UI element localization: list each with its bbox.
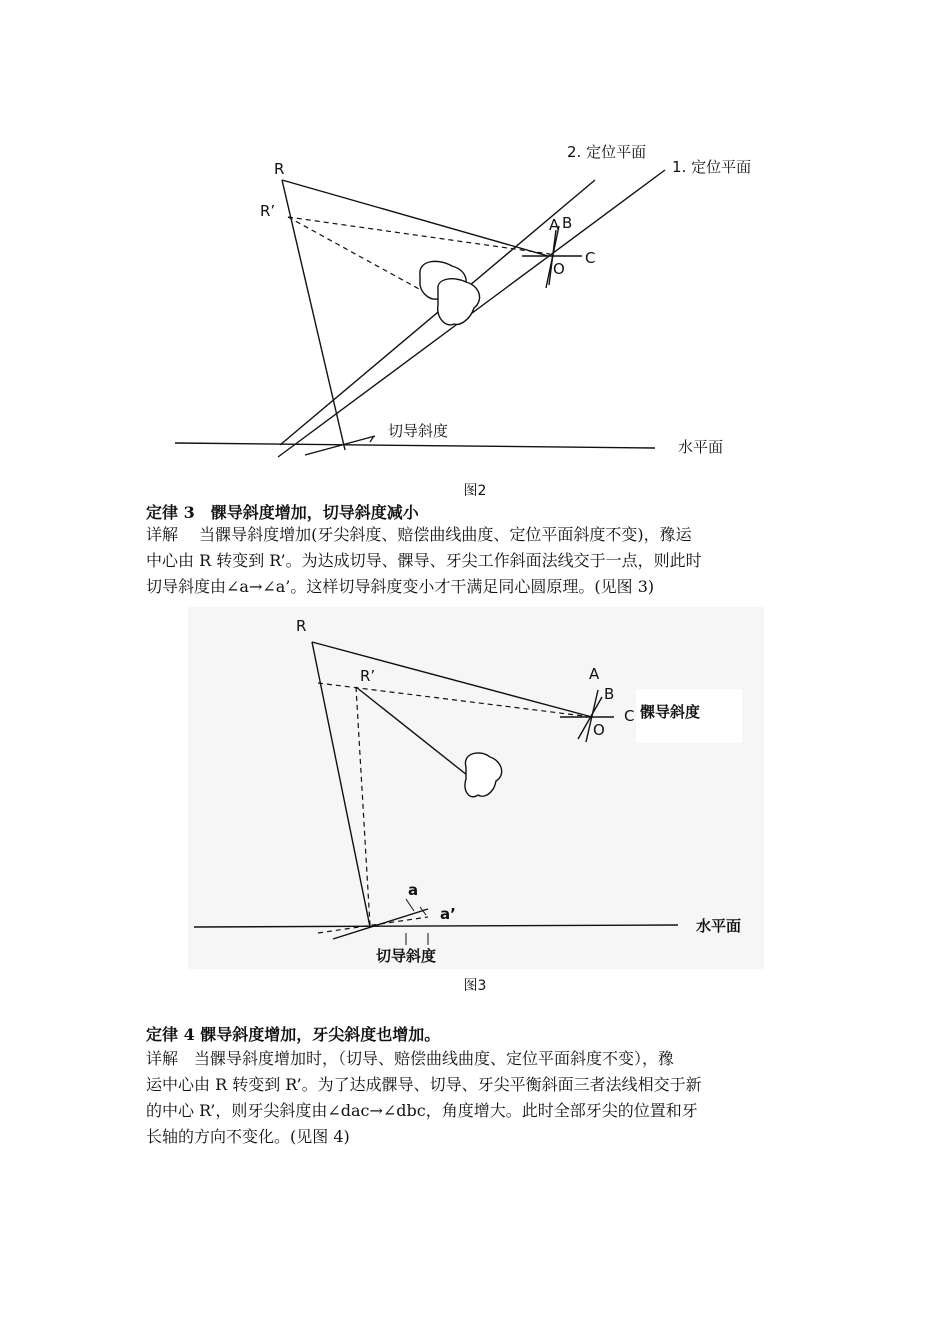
label-condylar-guide: 髁导斜度 [640, 703, 701, 721]
law-4-line-2: 运中心由 R 转变到 R’。为了达成髁导、切导、牙尖平衡斜面三者法线相交于新 [146, 1075, 702, 1094]
law-4-line-1: 详解 当髁导斜度增加时，（切导、赔偿曲线曲度、定位平面斜度不变），䂊 [146, 1049, 675, 1068]
label-a: A [549, 216, 560, 234]
figure-3-caption: 图3 [463, 978, 487, 994]
label-b: B [562, 214, 573, 232]
law-3-heading: 定律 3 髁导斜度增加，切导斜度减小 [146, 503, 419, 522]
law-3-line-1: 详解 当髁导斜度增加(牙尖斜度、赔偿曲线曲度、定位平面斜度不变)，䂊运 [146, 525, 692, 544]
figure-2-caption: 图2 [463, 483, 487, 499]
label-r: R [274, 160, 285, 178]
law-4-line-4: 长轴的方向不变化。(见图 4) [146, 1127, 350, 1146]
figure-2-diagram [170, 130, 790, 470]
law-3-paragraph [146, 522, 810, 600]
label-plane-1: 1. 定位平面 [672, 158, 752, 176]
label-horizontal-plane: 水平面 [678, 438, 724, 456]
label-r-prime: R’ [360, 667, 376, 685]
label-o: O [593, 721, 605, 739]
r-to-o-line [282, 180, 548, 256]
label-b: B [604, 685, 615, 703]
label-c: C [585, 249, 596, 267]
law-4-paragraph [146, 1046, 810, 1150]
law-3-line-2: 中心由 R 转变到 R’。为达成切导、髁导、牙尖工作斜面法线交于一点，则此时 [146, 551, 702, 570]
r-prime-to-o-dashed [288, 217, 550, 254]
label-a: A [589, 665, 600, 683]
r-prime-to-tooth-dashed [288, 217, 430, 295]
figure-2 [170, 130, 790, 470]
label-horizontal-plane: 水平面 [696, 917, 742, 935]
law-4-heading: 定律 4 髁导斜度增加，牙尖斜度也增加。 [146, 1025, 441, 1044]
label-plane-2: 2. 定位平面 [567, 143, 647, 161]
label-o: O [553, 260, 565, 278]
label-angle-a: a [408, 881, 419, 899]
tooth-shapes [420, 261, 480, 325]
law-4-line-3: 的中心 R’，则牙尖斜度由∠dac→∠dbc，角度增大。此时全部牙尖的位置和牙 [146, 1101, 698, 1120]
horizontal-plane-line [175, 443, 655, 448]
figure-3-diagram [188, 607, 764, 969]
label-r-prime: R’ [260, 202, 276, 220]
figure-3 [188, 607, 764, 969]
label-incisal-guide: 切导斜度 [376, 947, 437, 965]
label-r: R [296, 617, 307, 635]
r-to-incisal-line [282, 180, 345, 450]
label-incisal-guide: 切导斜度 [388, 422, 449, 440]
label-c: C [624, 707, 635, 725]
law-3-line-3: 切导斜度由∠a→∠a’。这样切导斜度变小才干满足同心圆原理。(见图 3) [146, 577, 655, 596]
label-angle-a-prime: a’ [440, 905, 456, 923]
